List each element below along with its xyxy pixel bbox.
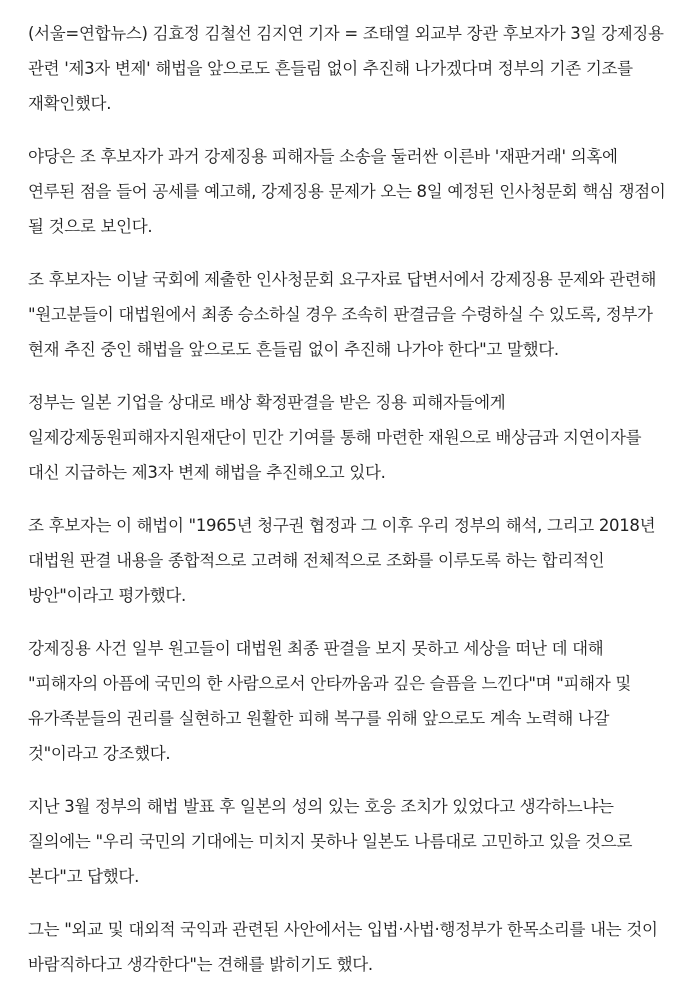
article-paragraph: (서울=연합뉴스) 김효정 김철선 김지연 기자 = 조태열 외교부 장관 후보자가 3일 강제징용 관련 '제3자 변제' 해법을 앞으로도 흔들림 없이 추진해 나가겠다며 정부의 기존 기조를 재확인했다. bbox=[28, 24, 664, 113]
article-paragraph: 조 후보자는 이날 국회에 제출한 인사청문회 요구자료 답변서에서 강제징용 문제와 관련해 "원고분들이 대법원에서 최종 승소하실 경우 조속히 판결금을 수령하실 수 있도록, 정부가 현재 추진 중인 해법을 앞으로도 흔들림 없이 추진해 나가야 한다"고 말했다. bbox=[28, 270, 657, 359]
article-paragraph: 조 후보자는 이 해법이 "1965년 청구권 협정과 그 이후 우리 정부의 해석, 그리고 2018년 대법원 판결 내용을 종합적으로 고려해 전체적으로 조화를 이루도록 하는 합리적인 방안"이라고 평가했다. bbox=[28, 516, 656, 605]
article-paragraph: 강제징용 사건 일부 원고들이 대법원 최종 판결을 보지 못하고 세상을 떠난 데 대해 "피해자의 아픔에 국민의 한 사람으로서 안타까움과 깊은 슬픔을 느낀다"며 "피해자 및 유가족분들의 권리를 실현하고 원활한 피해 복구를 위해 앞으로도 계속 노력해 나갈 것"이라고 강조했다. bbox=[28, 639, 632, 763]
article-paragraph: 정부는 일본 기업을 상대로 배상 확정판결을 받은 징용 피해자들에게 일제강제동원피해자지원재단이 민간 기여를 통해 마련한 재원으로 배상금과 지연이자를 대신 지급하는 제3자 변제 해법을 추진해오고 있다. bbox=[28, 393, 642, 482]
article-paragraph: 지난 3월 정부의 해법 발표 후 일본의 성의 있는 호응 조치가 있었다고 생각하느냐는 질의에는 "우리 국민의 기대에는 미치지 못하나 일본도 나름대로 고민하고 있을 것으로 본다"고 답했다. bbox=[28, 797, 633, 886]
article-paragraph: 그는 "외교 및 대외적 국익과 관련된 사안에서는 입법·사법·행정부가 한목소리를 내는 것이 바람직하다고 생각한다"는 견해를 밝히기도 했다. bbox=[28, 920, 658, 974]
article-paragraph: 야당은 조 후보자가 과거 강제징용 피해자들 소송을 둘러싼 이른바 '재판거래' 의혹에 연루된 점을 들어 공세를 예고해, 강제징용 문제가 오는 8일 예정된 인사청문회 핵심 쟁점이 될 것으로 보인다. bbox=[28, 147, 666, 236]
